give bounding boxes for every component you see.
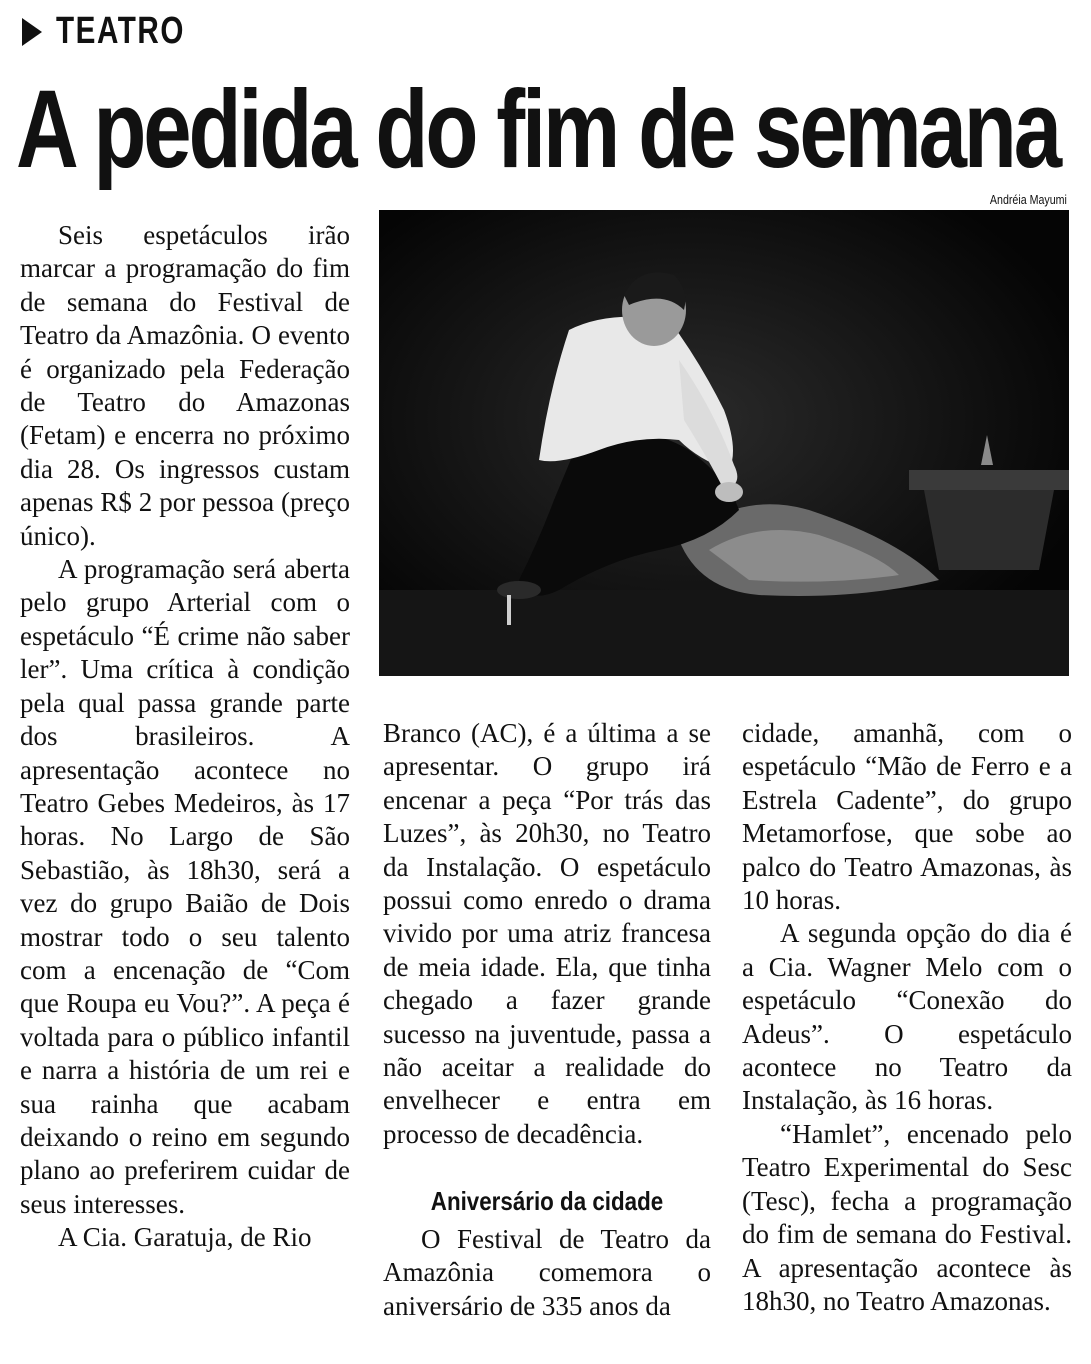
paragraph: A segunda opção do dia é a Cia. Wagner Melo com o espetáculo “Conexão do Adeus”. O espetáculo acontece no Teatro da Instalação, às 16 horas. xyxy=(742,918,1072,1116)
article-column-2 xyxy=(383,717,711,1323)
article-photo xyxy=(379,210,1069,676)
paragraph: “Hamlet”, encenado pelo Teatro Experimental do Sesc (Tesc), fecha a programação do fim de semana do Festival. A apresentação acontece às 18h30, no Teatro Amazonas. xyxy=(742,1118,1072,1316)
subheading: Aniversário da cidade xyxy=(430,1186,664,1217)
paragraph: A programação será aberta pelo grupo Arterial com o espetáculo “É crime não saber ler”. Uma crítica à condição pela qual passa grande parte dos brasileiros. A apresentação acontece no Teatro Gebes Medeiros, às 17 horas. No Largo de São Sebastião, às 18h30, será a vez do grupo Baião de Dois mostrar todo o seu talento com a encenação de “Com que Roupa eu Vou?”. A peça é voltada para o público infantil e narra a história de um rei e sua rainha que acabam deixando o reino em segundo plano ao preferirem cuidar de seus interesses. xyxy=(20,554,350,1219)
paragraph: cidade, amanhã, com o espetáculo “Mão de Ferro e a Estrela Cadente”, do grupo Metamorfose, que sobe ao palco do Teatro Amazonas, às 10 horas. xyxy=(742,718,1072,916)
article-column-1 xyxy=(20,219,350,1255)
article-column-3 xyxy=(742,717,1072,1318)
paragraph: Seis espetáculos irão marcar a programação do fim de semana do Festival de Teatro da Amazônia. O evento é organizado pela Federação de Teatro do Amazonas (Fetam) e encerra no próximo dia 28. Os ingressos custam apenas R$ 2 por pessoa (preço único). xyxy=(20,220,350,551)
headline: A pedida do fim de semana xyxy=(16,68,1059,191)
paragraph: Branco (AC), é a última a se apresentar. O grupo irá encenar a peça “Por trás das Luzes”, às 20h30, no Teatro da Instalação. O espetáculo possui como enredo o drama vivido por uma atriz francesa de meia idade. Ela, que tinha chegado a fazer grande sucesso na juventude, passa a não aceitar a realidade do envelhecer e entra em processo de decadência. xyxy=(383,718,711,1149)
section-header xyxy=(22,10,221,53)
section-label: TEATRO xyxy=(56,10,186,52)
paragraph: A Cia. Garatuja, de Rio xyxy=(58,1222,312,1253)
photo-credit: Andréia Mayumi xyxy=(989,192,1067,207)
triangle-bullet-icon xyxy=(22,18,42,46)
paragraph: O Festival de Teatro da Amazônia comemora o aniversário de 335 anos da xyxy=(383,1223,711,1321)
stage-performer-image xyxy=(379,210,1069,676)
